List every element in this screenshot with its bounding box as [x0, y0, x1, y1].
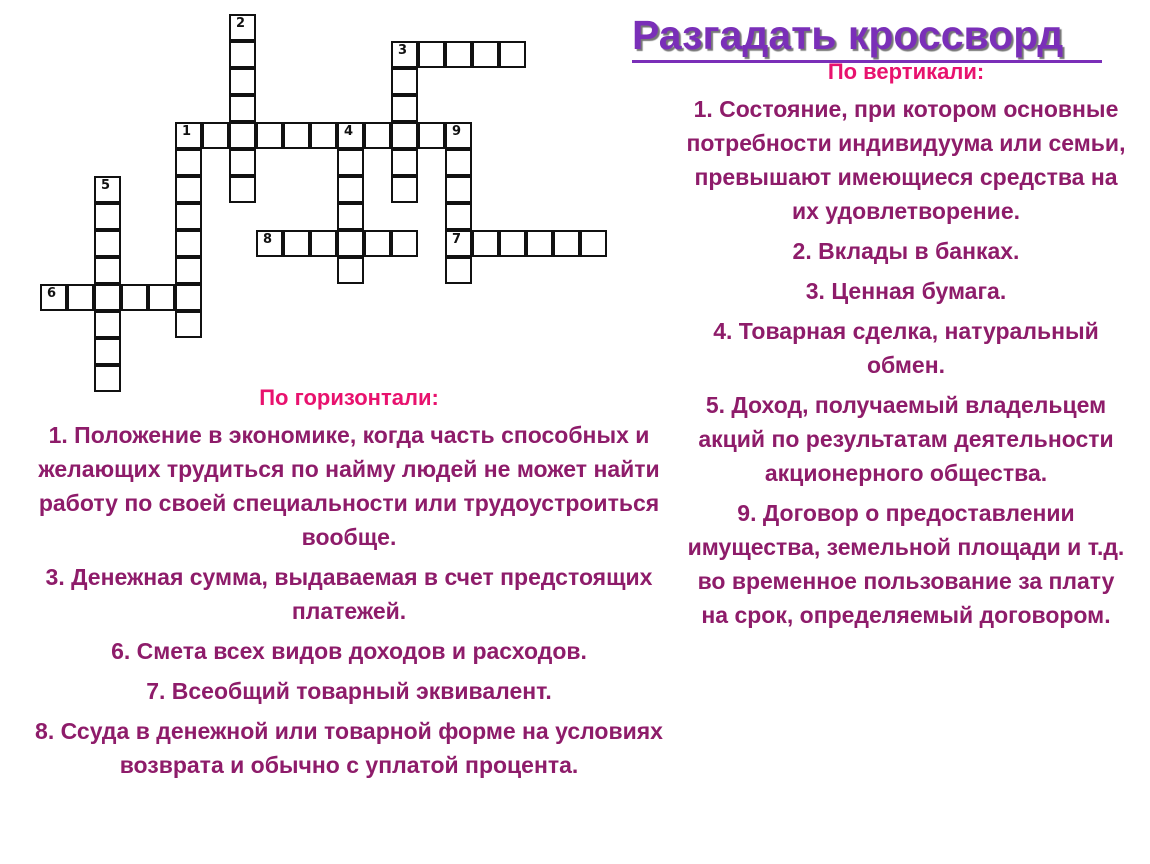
crossword-cell — [175, 149, 202, 176]
vertical-clue-1: 1. Состояние, при котором основные потребности индивидуума или семьи, превышают имеющиеся средства на их удовлетворение. — [686, 96, 1126, 224]
crossword-cell — [229, 122, 256, 149]
crossword-cell-number: 9 — [452, 124, 462, 139]
horizontal-clue-6: 6. Смета всех видов доходов и расходов. — [111, 638, 587, 664]
crossword-cell — [391, 68, 418, 95]
vertical-clue-2: 2. Вклады в банках. — [792, 238, 1020, 264]
crossword-cell-number: 6 — [47, 286, 57, 301]
crossword-cell — [175, 176, 202, 203]
crossword-grid — [0, 0, 660, 400]
crossword-cell-number: 7 — [452, 232, 462, 247]
crossword-cell — [364, 230, 391, 257]
crossword-cell — [445, 230, 472, 257]
vertical-clue-5: 5. Доход, получаемый владельцем акций по результатам деятельности акционерного общества. — [698, 392, 1114, 486]
horizontal-clue-3: 3. Денежная сумма, выдаваемая в счет предстоящих платежей. — [45, 564, 653, 624]
crossword-cell — [364, 122, 391, 149]
crossword-cell — [337, 176, 364, 203]
crossword-cell — [256, 122, 283, 149]
crossword-cell — [175, 311, 202, 338]
horizontal-clue-8: 8. Ссуда в денежной или товарной форме на условиях возврата и обычно с уплатой процента. — [35, 718, 663, 778]
crossword-cell — [445, 203, 472, 230]
crossword-cell — [445, 41, 472, 68]
crossword-cell — [391, 122, 418, 149]
crossword-cell — [445, 176, 472, 203]
horizontal-clues — [14, 384, 684, 788]
crossword-cell-number: 4 — [344, 124, 354, 139]
crossword-cell-number: 1 — [182, 124, 192, 139]
vertical-clue-4: 4. Товарная сделка, натуральный обмен. — [713, 318, 1099, 378]
crossword-cell — [256, 230, 283, 257]
crossword-cell — [337, 203, 364, 230]
crossword-cell — [229, 149, 256, 176]
crossword-cell — [445, 149, 472, 176]
crossword-cell — [175, 284, 202, 311]
crossword-cell — [499, 41, 526, 68]
vertical-clue-3: 3. Ценная бумага. — [805, 278, 1007, 304]
crossword-cell — [418, 122, 445, 149]
crossword-cell — [94, 203, 121, 230]
crossword-cell — [445, 257, 472, 284]
vertical-heading: По вертикали: — [827, 59, 985, 84]
crossword-cell — [391, 95, 418, 122]
crossword-cell — [94, 257, 121, 284]
crossword-cell — [337, 230, 364, 257]
crossword-cell — [94, 311, 121, 338]
crossword-cell — [229, 176, 256, 203]
crossword-cell — [175, 257, 202, 284]
crossword-cell — [40, 284, 67, 311]
crossword-cell — [229, 14, 256, 41]
crossword-cell — [202, 122, 229, 149]
crossword-cell — [445, 122, 472, 149]
crossword-cell — [175, 122, 202, 149]
crossword-cell — [229, 41, 256, 68]
vertical-clue-9: 9. Договор о предоставлении имущества, земельной площади и т.д. во временное пользование за плату на срок, определяемый договором. — [687, 500, 1125, 628]
crossword-cell — [94, 176, 121, 203]
crossword-cell — [472, 41, 499, 68]
crossword-cell — [229, 68, 256, 95]
crossword-cell-number: 5 — [101, 178, 111, 193]
crossword-cell — [553, 230, 580, 257]
crossword-cell-number: 8 — [263, 232, 273, 247]
crossword-cell — [175, 203, 202, 230]
crossword-cell — [391, 149, 418, 176]
crossword-cell — [94, 230, 121, 257]
page-title: Разгадать кроссворд — [632, 10, 1102, 63]
crossword-cell — [418, 41, 445, 68]
crossword-cell — [391, 230, 418, 257]
crossword-cell — [283, 230, 310, 257]
crossword-cell-number: 3 — [398, 43, 408, 58]
crossword-cell — [67, 284, 94, 311]
vertical-clues — [686, 58, 1126, 638]
crossword-cell — [175, 230, 202, 257]
crossword-cell — [499, 230, 526, 257]
crossword-cell — [283, 122, 310, 149]
crossword-cell — [310, 230, 337, 257]
crossword-cell — [472, 230, 499, 257]
horizontal-clue-7: 7. Всеобщий товарный эквивалент. — [146, 678, 552, 704]
horizontal-heading: По горизонтали: — [259, 385, 439, 410]
crossword-cell — [526, 230, 553, 257]
crossword-cell — [94, 338, 121, 365]
crossword-cell — [337, 149, 364, 176]
crossword-cell — [391, 41, 418, 68]
horizontal-clue-1: 1. Положение в экономике, когда часть способных и желающих трудиться по найму людей не может найти работу по своей специальности или трудоустроиться вообще. — [38, 422, 660, 550]
crossword-cell — [121, 284, 148, 311]
crossword-cell — [148, 284, 175, 311]
crossword-cell — [94, 284, 121, 311]
crossword-cell — [229, 95, 256, 122]
crossword-cell — [337, 122, 364, 149]
crossword-cell-number: 2 — [236, 16, 246, 31]
crossword-cell — [391, 176, 418, 203]
crossword-cell — [580, 230, 607, 257]
crossword-cell — [310, 122, 337, 149]
crossword-cell — [337, 257, 364, 284]
